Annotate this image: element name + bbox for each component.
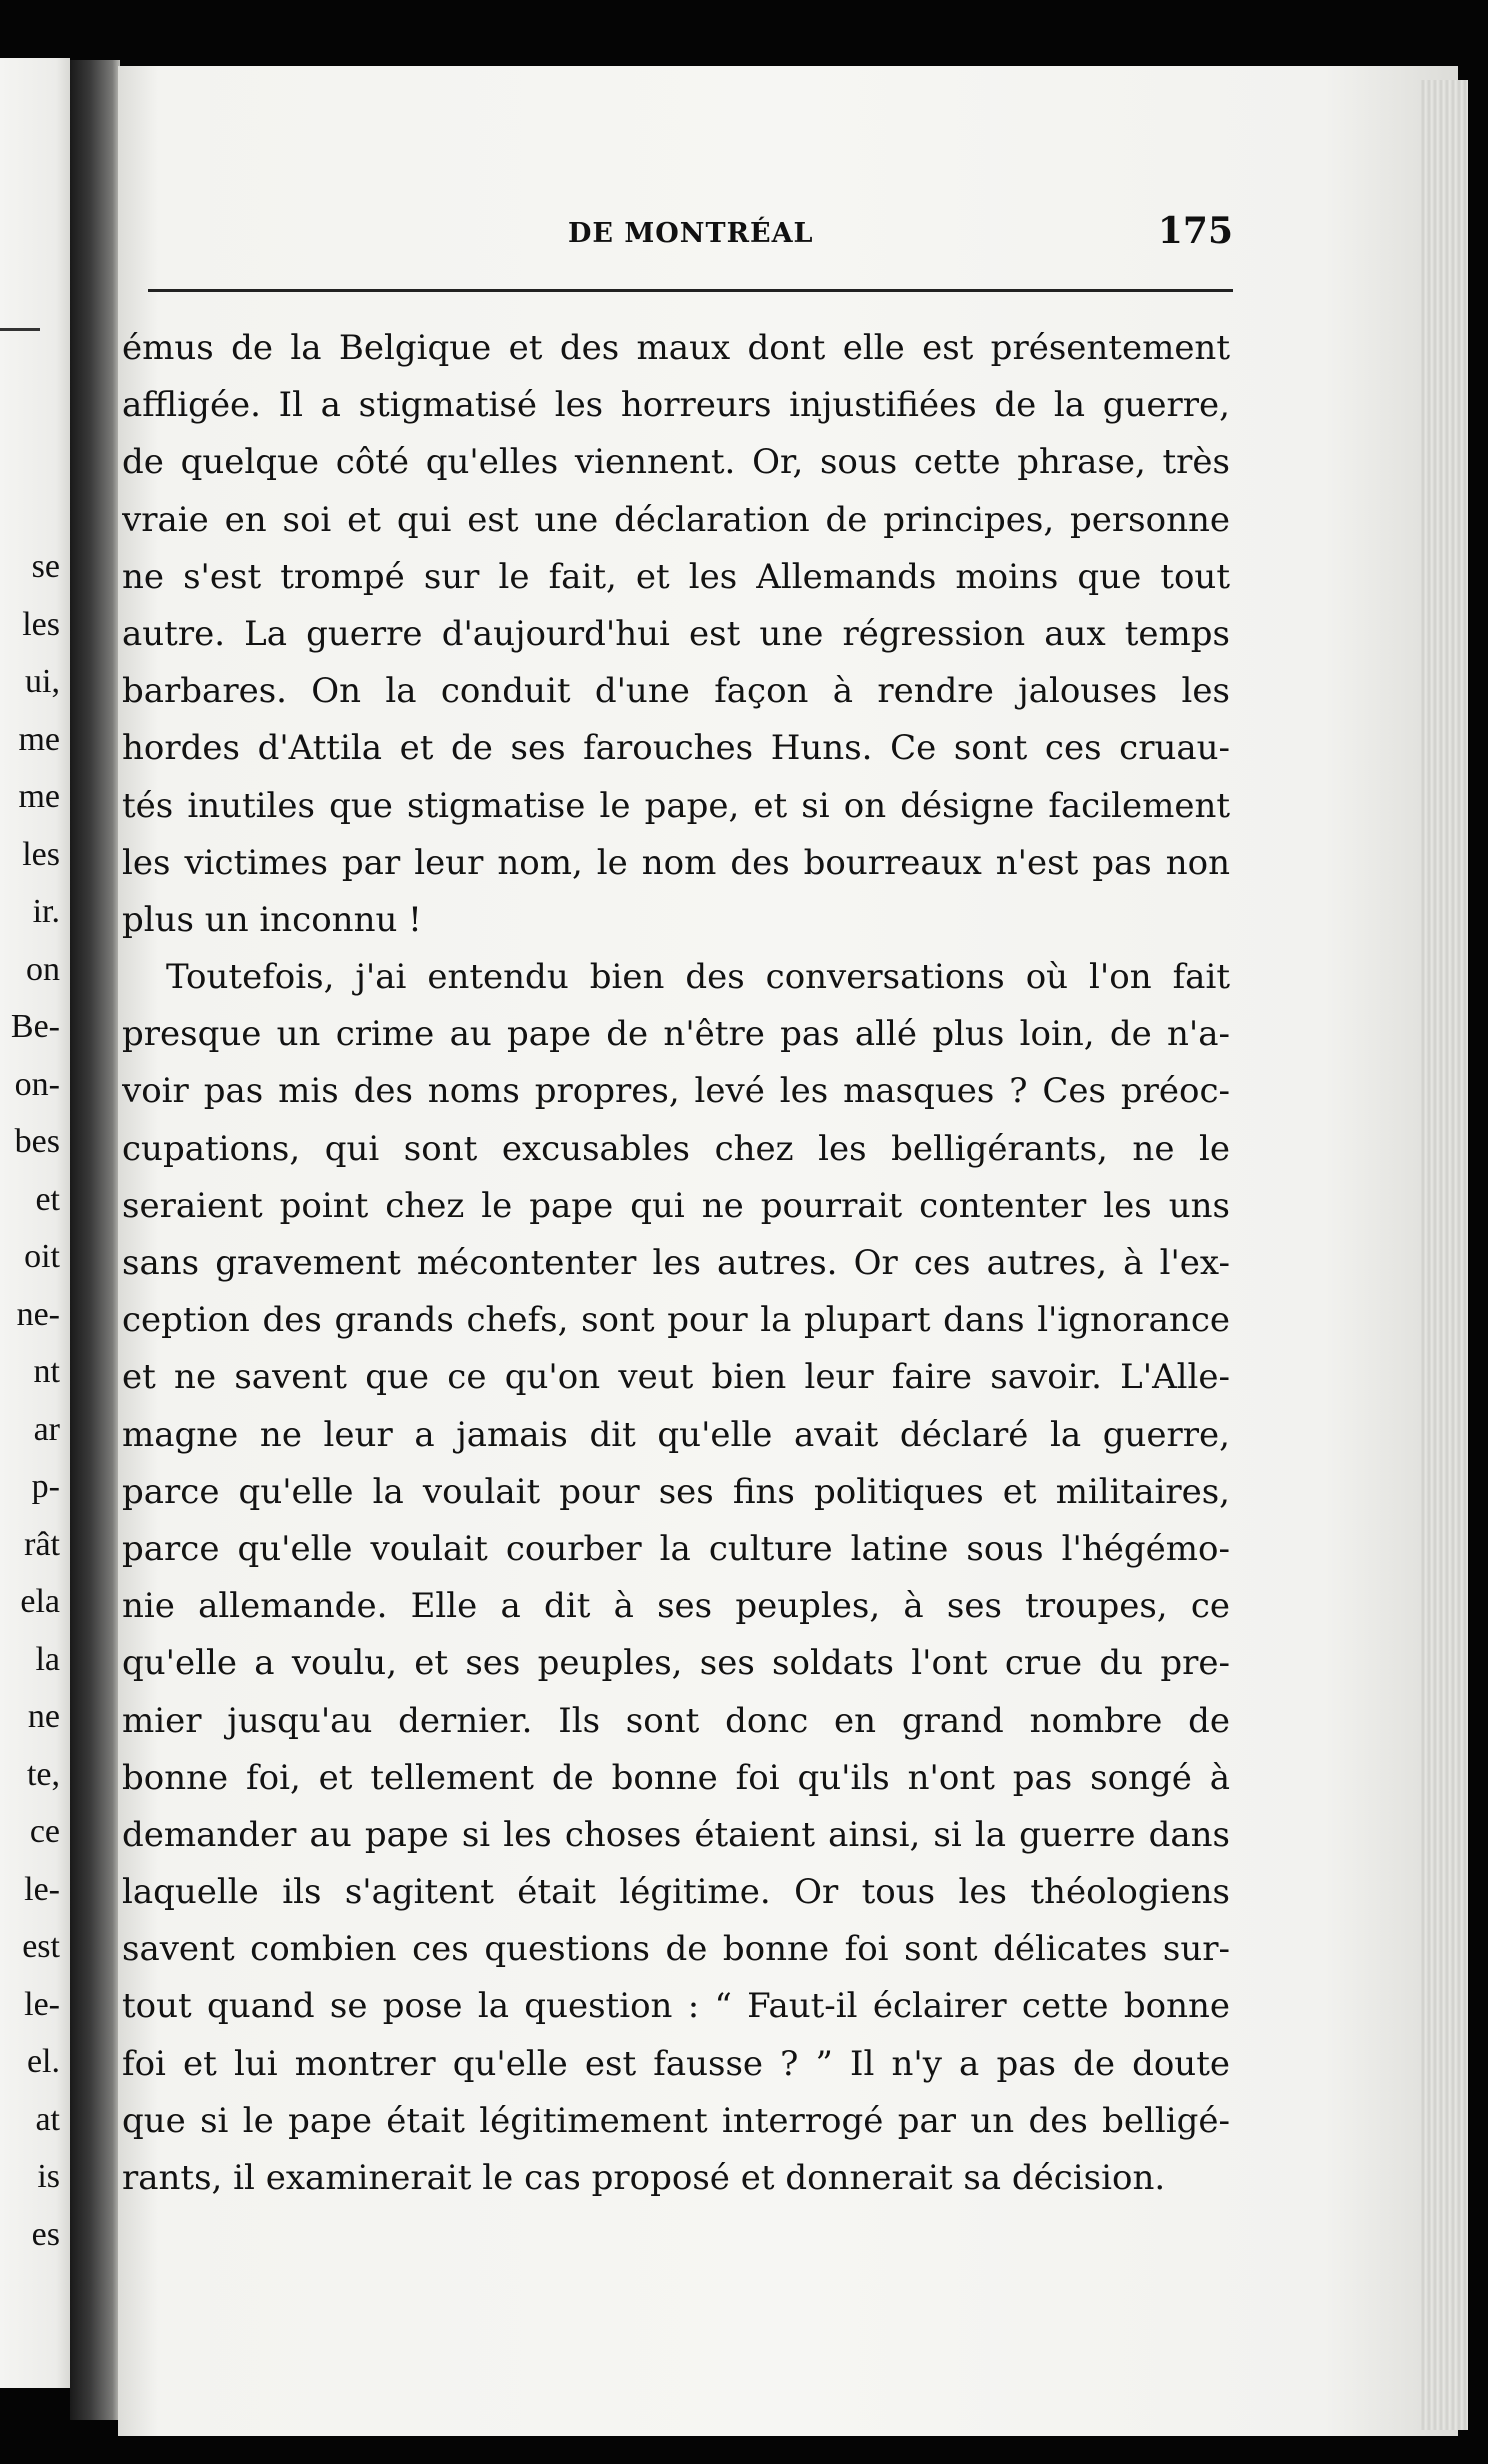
- fragment-text: me: [18, 778, 60, 815]
- previous-page-edge: [0, 58, 70, 2388]
- text-line: ception des grands chefs, sont pour la plupart dans l'ignorance: [122, 1300, 1230, 1341]
- previous-page-rule: [0, 328, 40, 331]
- text-line: foi et lui montrer qu'elle est fausse ? ” Il n'y a pas de doute: [122, 2043, 1230, 2084]
- body-text: [122, 320, 1230, 2207]
- fragment-text: les: [22, 605, 60, 643]
- text-line: magne ne leur a jamais dit qu'elle avait déclaré la guerre,: [122, 1414, 1230, 1455]
- previous-page-fragments: [0, 538, 60, 2263]
- fragment-text: ela: [20, 1583, 60, 1620]
- fragment-text: ir.: [32, 893, 60, 930]
- text-line: de quelque côté qu'elles viennent. Or, sous cette phrase, très: [122, 442, 1230, 483]
- text-line: tés inutiles que stigmatise le pape, et si on désigne facilement: [122, 785, 1230, 826]
- text-line: cupations, qui sont excusables chez les belligérants, ne le: [122, 1128, 1230, 1169]
- fragment-text: ne-: [16, 1295, 60, 1333]
- text-line: qu'elle a voulu, et ses peuples, ses soldats l'ont crue du pre-: [122, 1643, 1230, 1684]
- text-line: plus un inconnu !: [122, 899, 422, 940]
- fragment-text: oit: [24, 1238, 60, 1275]
- text-line: affligée. Il a stigmatisé les horreurs injustifiées de la guerre,: [122, 385, 1230, 426]
- fragment-text: es: [31, 2215, 60, 2253]
- fragment-text: at: [35, 2100, 60, 2138]
- text-line: presque un crime au pape de n'être pas allé plus loin, de n'a-: [122, 1014, 1230, 1055]
- fragment-text: ce: [29, 1813, 60, 1850]
- text-line: laquelle ils s'agitent était légitime. Or tous les théologiens: [122, 1872, 1230, 1913]
- text-line: émus de la Belgique et des maux dont elle est présentement: [122, 328, 1230, 368]
- text-line: parce qu'elle voulait courber la culture latine sous l'hégémo-: [122, 1528, 1230, 1569]
- fragment-text: me: [18, 720, 60, 758]
- fragment-text: rât: [24, 1525, 60, 1563]
- text-line: et ne savent que ce qu'on veut bien leur faire savoir. L'Alle-: [122, 1357, 1230, 1398]
- fragment-text: se: [31, 548, 60, 585]
- fragment-text: est: [22, 1928, 60, 1965]
- running-head: [118, 208, 1233, 268]
- text-line: tout quand se pose la question : “ Faut-il éclairer cette bonne: [122, 1986, 1230, 2027]
- text-line: Toutefois, j'ai entendu bien des conversations où l'on fait: [166, 957, 1230, 998]
- fragment-text: is: [37, 2158, 60, 2195]
- fragment-text: el.: [26, 2043, 60, 2080]
- text-line: demander au pape si les choses étaient ainsi, si la guerre dans: [122, 1814, 1230, 1855]
- text-line: parce qu'elle la voulait pour ses fins politiques et militaires,: [122, 1471, 1230, 1512]
- fragment-text: p-: [31, 1468, 60, 1505]
- fragment-text: le-: [24, 1870, 60, 1908]
- fragment-text: on-: [14, 1065, 60, 1103]
- fragment-text: te,: [26, 1755, 60, 1793]
- text-line: mier jusqu'au dernier. Ils sont donc en grand nombre de: [122, 1700, 1230, 1741]
- fragment-text: et: [35, 1180, 60, 1218]
- text-line: sans gravement mécontenter les autres. Or ces autres, à l'ex-: [122, 1243, 1230, 1283]
- book-gutter: [70, 60, 120, 2420]
- text-line: vraie en soi et qui est une déclaration de principes, personne: [122, 499, 1230, 540]
- fragment-text: la: [35, 1640, 60, 1678]
- text-line: que si le pape était légitimement interrogé par un des belligé-: [122, 2100, 1230, 2141]
- text-line: autre. La guerre d'aujourd'hui est une régression aux temps: [122, 613, 1230, 654]
- text-line: barbares. On la conduit d'une façon à rendre jalouses les: [122, 671, 1230, 712]
- fragment-text: le-: [24, 1985, 60, 2023]
- fragment-text: on: [26, 950, 60, 988]
- fragment-text: nt: [33, 1353, 60, 1390]
- text-line: seraient point chez le pape qui ne pourrait contenter les uns: [122, 1185, 1230, 1226]
- text-line: ne s'est trompé sur le fait, et les Allemands moins que tout: [122, 556, 1230, 597]
- text-line: les victimes par leur nom, le nom des bourreaux n'est pas non: [122, 842, 1230, 883]
- text-line: hordes d'Attila et de ses farouches Huns. Ce sont ces cruau-: [122, 728, 1230, 769]
- text-line: voir pas mis des noms propres, levé les masques ? Ces préoc-: [122, 1071, 1230, 1112]
- page-edges: [1420, 80, 1468, 2430]
- fragment-text: Be-: [10, 1008, 60, 1045]
- text-line: savent combien ces questions de bonne foi sont délicates sur-: [122, 1929, 1230, 1970]
- text-line: nie allemande. Elle a dit à ses peuples, à ses troupes, ce: [122, 1586, 1230, 1627]
- fragment-text: les: [22, 835, 60, 873]
- running-title: DE MONTRÉAL: [568, 218, 814, 249]
- fragment-text: ui,: [25, 663, 60, 700]
- text-line: bonne foi, et tellement de bonne foi qu'ils n'ont pas songé à: [122, 1757, 1230, 1798]
- text-line: rants, il examinerait le cas proposé et donnerait sa décision.: [122, 2158, 1166, 2198]
- fragment-text: ne: [27, 1698, 60, 1735]
- page-number: 175: [1157, 210, 1233, 252]
- header-rule: [148, 289, 1233, 292]
- fragment-text: bes: [14, 1123, 60, 1160]
- fragment-text: ar: [33, 1410, 60, 1448]
